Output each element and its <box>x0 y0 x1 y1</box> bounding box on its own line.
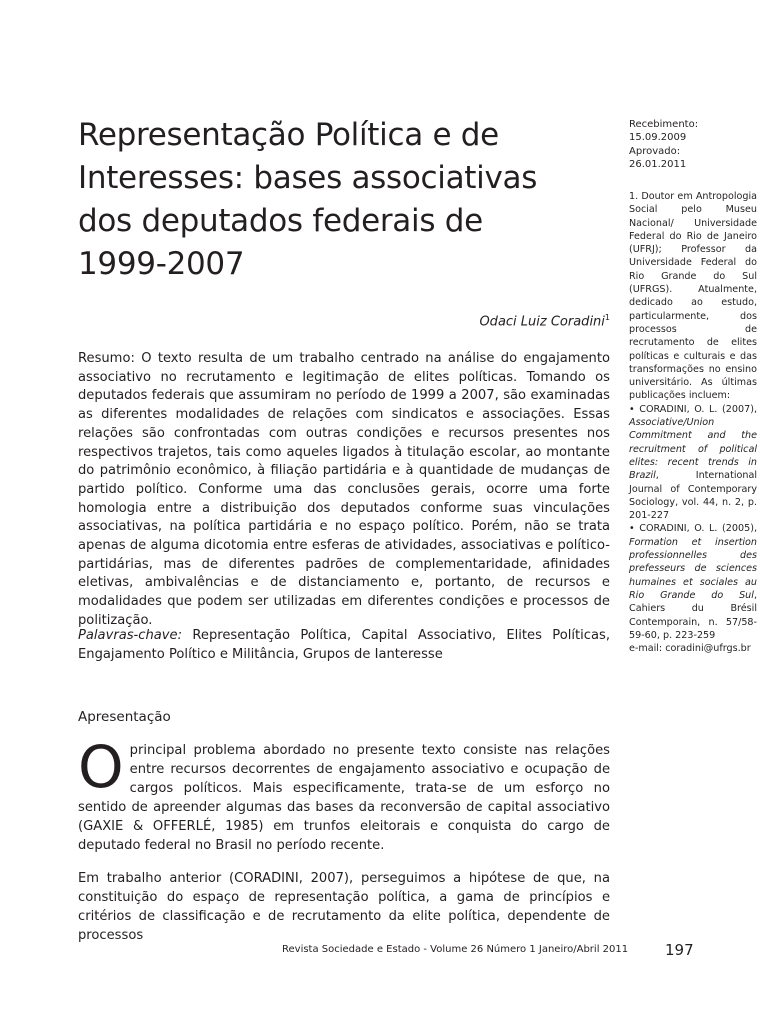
abstract-label: Resumo: <box>78 351 135 366</box>
received-label: Recebimento: <box>629 119 699 130</box>
abstract-text: O texto resulta de um trabalho centrado na análise do engajamento associativo no recrutamento e legitimação de elites políticas. Tomando os deputados federais que assumiram no período de 1999 a 2007, são examinadas as diferentes modalidades de relações com sindicatos e associações. Essas relações são confrontadas com outras condições e recursos presentes nos respectivos trajetos, tais como aqueles ligados à titulação escolar, ao montante do patrimônio econômico, à filiação partidária e à quantidade de mudanças de partido político. Conforme uma das conclusões gerais, ocorre uma forte homologia entre a distribuição dos deputados conforme suas vinculações associativas, na política partidária e no espaço político. Porém, não se trata apenas de alguma dicotomia entre esferas de atividades, associativas e político-partidárias, mas de diferentes padrões de complementaridade, afinidades eletivas, ambivalências e de distanciamento e, portanto, de recursos e modalidades que podem ser utilizadas em diferentes condições e processos de politização. <box>78 351 610 628</box>
ref1-rest: , International Journal of Contemporary Sociology, vol. 44, n. 2, p. 201-227 <box>629 470 757 522</box>
page-number: 197 <box>665 941 694 959</box>
footnote-email: e-mail: coradini@ufrgs.br <box>629 643 751 655</box>
body-paragraph-2: Em trabalho anterior (CORADINI, 2007), perseguimos a hipótese de que, na constituição do espaço de representação política, a gama de princípios e critérios de classificação e de recrutamento da elite política, dependente de processos <box>78 871 610 943</box>
abstract <box>78 350 610 631</box>
article-author <box>479 313 610 329</box>
section-heading: Apresentação <box>78 709 171 725</box>
footnote-bio: 1. Doutor em Antropologia Social pelo Museu Nacional/ Universidade Federal do Rio de Janeiro (UFRJ); Professor da Universidade Federal do Rio Grande do Sul (UFRGS). Atualmente, dedicado ao estudo, particularmente, dos processos de recrutamento de elites políticas e culturais e das transformações no ensino universitário. As últimas publicações incluem: <box>629 191 757 402</box>
ref1-title: Associative/Union Commitment and the recruitment of political elites: recent trends in Brazil <box>629 417 757 482</box>
approved-date: 26.01.2011 <box>629 159 687 171</box>
ref1-author: • CORADINI, O. L. (2007), <box>629 403 757 415</box>
article-title: Representação Política e de Interesses: bases associativas dos deputados federais de 1999-2007 <box>78 117 538 282</box>
drop-cap: O <box>78 733 124 801</box>
footnote-reference-2 <box>629 522 757 642</box>
footnote-reference-1 <box>629 403 757 523</box>
received-date: 15.09.2009 <box>629 132 687 144</box>
ref2-title: Formation et insertion professionnelles des prefesseurs de sciences humaines et sociales au Rio Grande do Sul <box>629 536 757 601</box>
author-footnote-marker: 1 <box>604 313 610 322</box>
ref2-rest: , Cahiers du Brésil Contemporain, n. 57/58-59-60, p. 223-259 <box>629 589 757 641</box>
keywords-text: Representação Política, Capital Associativo, Elites Políticas, Engajamento Político e Militância, Grupos de Ianteresse <box>78 628 610 662</box>
author-name: Odaci Luiz Coradini <box>479 314 605 330</box>
ref2-author: • CORADINI, O. L. (2005), <box>629 523 757 535</box>
keywords-label: Palavras-chave: <box>78 628 183 643</box>
author-footnote <box>629 190 757 655</box>
body-paragraph-1 <box>78 733 610 855</box>
approved-label: Aprovado: <box>629 145 681 157</box>
keywords <box>78 627 610 664</box>
journal-footer: Revista Sociedade e Estado - Volume 26 Número 1 Janeiro/Abril 2011 <box>282 944 629 955</box>
paragraph-1-text: principal problema abordado no presente texto consiste nas relações entre recursos decorrentes de engajamento associativo e ocupação de cargos políticos. Mais especificamente, trata-se de um esforço no sentido de apreender algumas das bases da reconversão de capital associativo (GAXIE & OFFERLÉ, 1985) em trunfos eleitorais e conquista do cargo de deputado federal no Brasil no período recente. <box>78 743 610 853</box>
sidebar-dates <box>629 118 749 172</box>
